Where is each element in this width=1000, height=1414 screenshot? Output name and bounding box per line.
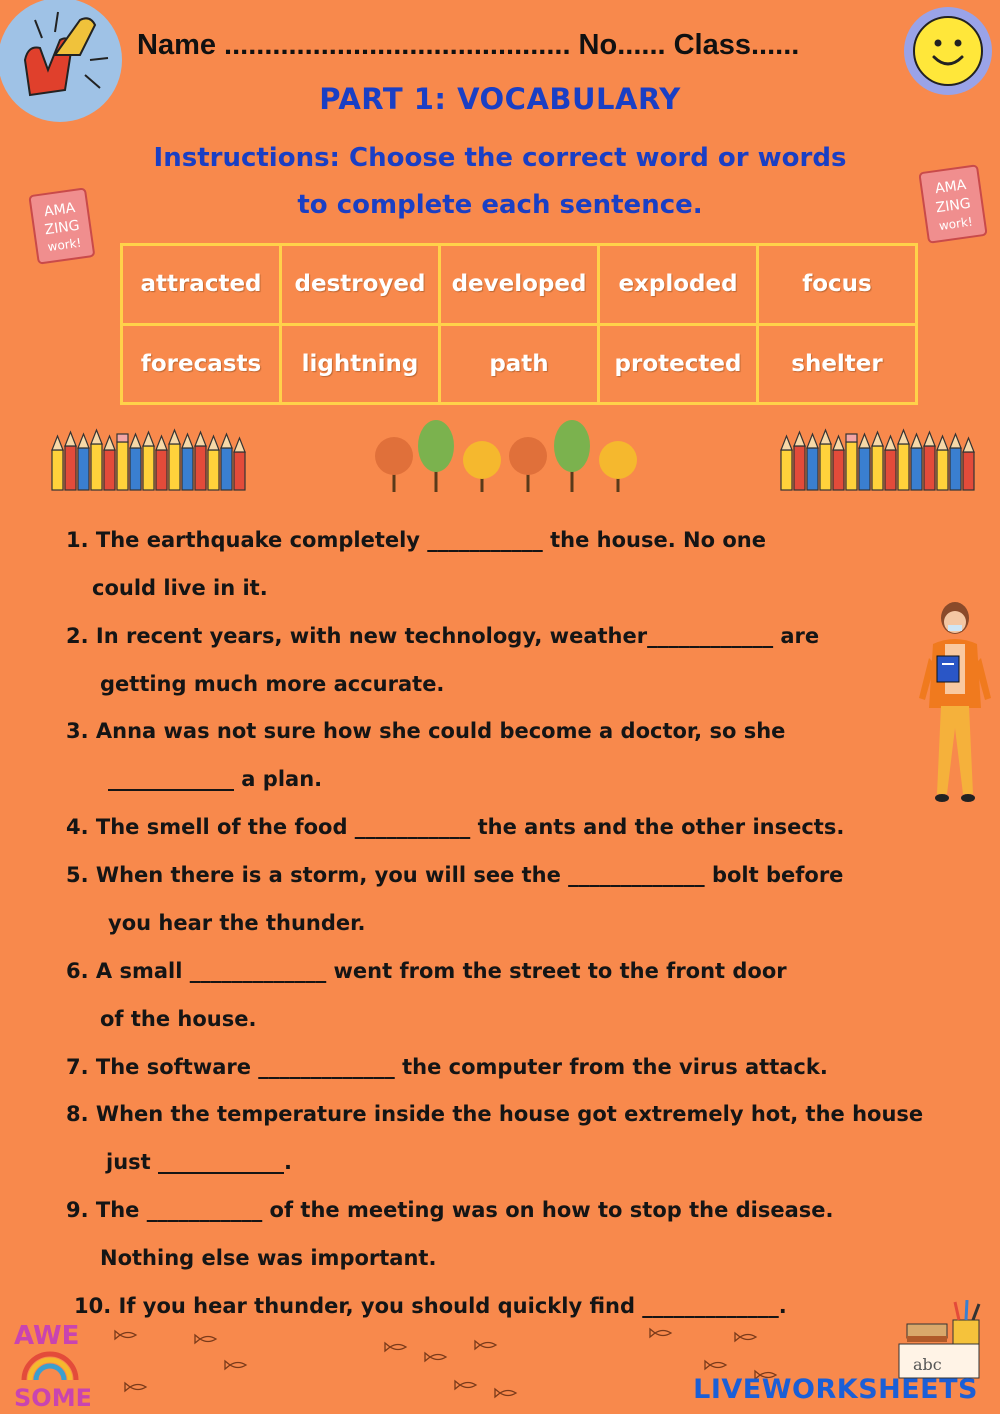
svg-text:ZING: ZING [43, 217, 81, 239]
word-bank-cell: path [440, 324, 599, 404]
question-5-line-2: you hear the thunder. [108, 911, 366, 935]
liveworksheets-logo-text: LIVEWORKSHEETS [693, 1374, 978, 1405]
awe-text: AWE [14, 1321, 80, 1351]
pencils-illustration-right [777, 428, 979, 492]
some-text: SOME [14, 1384, 90, 1410]
svg-text:AMA: AMA [43, 200, 77, 221]
question-1-line-1: 1. The earthquake completely ___________ the house. No one [66, 528, 766, 552]
question-3-line-2: ____________ a plan. [108, 767, 323, 791]
svg-text:ZING: ZING [934, 195, 972, 217]
word-bank-row [122, 245, 917, 325]
question-3-line-1: 3. Anna was not sure how she could become a doctor, so she [66, 719, 786, 743]
instructions-line-1: Instructions: Choose the correct word or words [153, 143, 847, 173]
word-bank-cell: destroyed [281, 245, 440, 325]
name-number-class-line: Name ........................................... No...... Class...... [137, 29, 800, 61]
word-bank-cell: lightning [281, 324, 440, 404]
question-10: 10. If you hear thunder, you should quickly find _____________. [74, 1294, 787, 1318]
amazing-work-sticker-right [918, 163, 988, 245]
pencils-illustration-left [48, 428, 250, 492]
question-9-line-2: Nothing else was important. [100, 1246, 437, 1270]
question-9-line-1: 9. The ___________ of the meeting was on how to stop the disease. [66, 1198, 834, 1222]
word-bank-cell: focus [758, 245, 917, 325]
abc-text: abc [913, 1355, 942, 1374]
question-6-line-2: of the house. [100, 1007, 257, 1031]
word-bank-cell: developed [440, 245, 599, 325]
trees-illustration [372, 418, 644, 494]
word-bank-cell: protected [599, 324, 758, 404]
teacher-illustration [915, 598, 995, 812]
word-bank-cell: attracted [122, 245, 281, 325]
part-title: PART 1: VOCABULARY [319, 82, 681, 116]
svg-text:work!: work! [46, 235, 83, 255]
amazing-work-sticker-left [28, 186, 96, 268]
instructions [100, 135, 900, 229]
question-4: 4. The smell of the food ___________ the ants and the other insects. [66, 815, 845, 839]
question-6-line-1: 6. A small _____________ went from the street to the front door [66, 959, 787, 983]
question-2-line-1: 2. In recent years, with new technology, weather____________ are [66, 624, 820, 648]
question-5-line-1: 5. When there is a storm, you will see the _____________ bolt before [66, 863, 844, 887]
liveworksheets-logo[interactable] [693, 1374, 978, 1405]
word-bank-row [122, 324, 917, 404]
question-2-line-2: getting much more accurate. [100, 672, 445, 696]
word-bank-table [120, 243, 918, 405]
question-8-line-1: 8. When the temperature inside the house got extremely hot, the house [66, 1102, 924, 1126]
question-8-line-2: just ____________. [106, 1150, 292, 1174]
svg-text:work!: work! [938, 214, 974, 234]
pencil-cup-illustration [893, 1300, 993, 1380]
word-bank-cell: forecasts [122, 324, 281, 404]
word-bank-cell: exploded [599, 245, 758, 325]
instructions-line-2: to complete each sentence. [297, 190, 703, 220]
question-7: 7. The software _____________ the computer from the virus attack. [66, 1055, 828, 1079]
awesome-sticker [10, 1316, 90, 1410]
svg-text:AMA: AMA [934, 177, 968, 198]
word-bank-cell: shelter [758, 324, 917, 404]
question-1-line-2: could live in it. [92, 576, 268, 600]
